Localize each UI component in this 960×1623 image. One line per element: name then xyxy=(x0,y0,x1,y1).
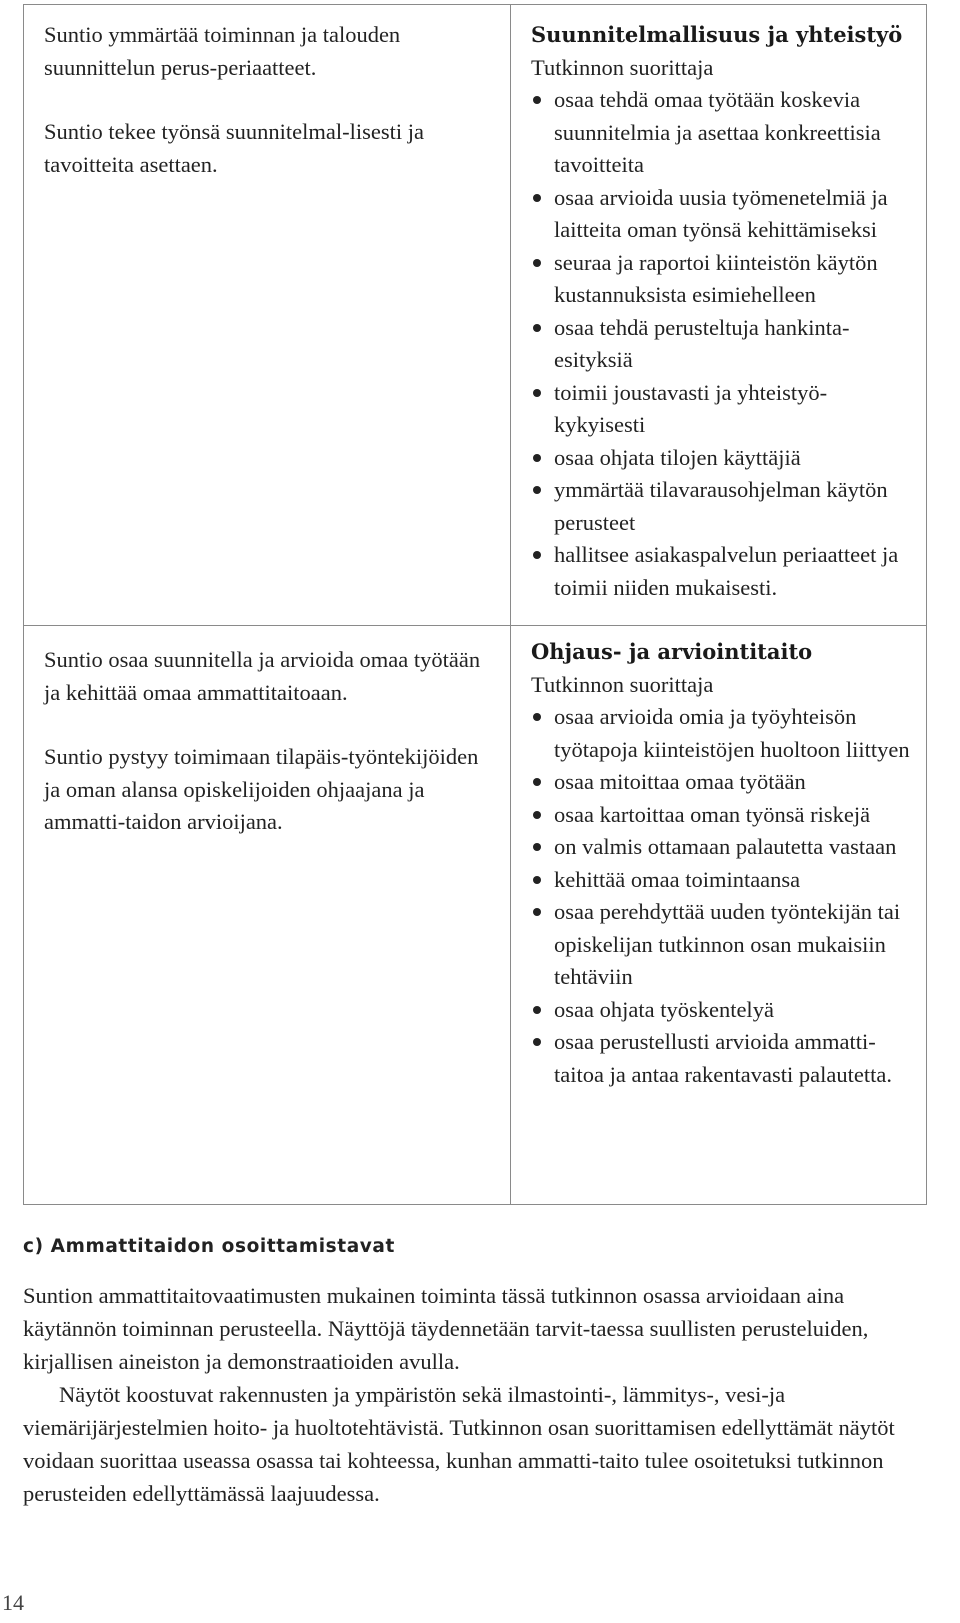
list-item xyxy=(531,994,912,1027)
list-item-text: osaa ohjata tilojen käyttäjiä xyxy=(554,444,801,470)
list-item xyxy=(531,182,912,247)
paragraph: Suntion ammattitaitovaatimusten mukainen toiminta tässä tutkinnon osassa arvioidaan aina käytännön toiminnan perusteella. Näyttöjä täydennetään tarvit-taessa suullisten perusteluiden, kirjallisen aineiston ja demonstraatioiden avulla. xyxy=(23,1283,869,1374)
bullet-icon xyxy=(533,194,541,202)
bullet-icon xyxy=(533,1038,541,1046)
page-number: 14 xyxy=(2,1590,24,1615)
bullet-icon xyxy=(533,324,541,332)
list-item-text: on valmis ottamaan palautetta vastaan xyxy=(554,834,897,859)
bullet-icon xyxy=(533,389,541,397)
list-item-text: kehittää omaa toimintaansa xyxy=(554,866,801,892)
requirement-text: Suntio osaa suunnitella ja arvioida omaa työtään ja kehittää omaa ammattitaitoaan. xyxy=(44,647,481,705)
table-cell-left xyxy=(24,5,511,626)
bullet-icon xyxy=(533,843,541,851)
requirement-text: Suntio pystyy toimimaan tilapäis-työntekijöiden ja oman alansa opiskelijoiden ohjaajana ja ammatti-taidon arvioijana. xyxy=(44,744,479,834)
list-item xyxy=(531,539,912,604)
list-item xyxy=(531,831,912,864)
table-cell-right xyxy=(511,626,927,1205)
paragraph: Näytöt koostuvat rakennusten ja ympäristön sekä ilmastointi-, lämmitys-, vesi-ja viemärijärjestelmien hoito- ja huoltotehtävistä. Tutkinnon osan suorittamisen edellyttämät näytöt voidaan suorittaa useassa osassa tai kohteessa, kunhan ammatti-taito tulee osoitetuksi tutkinnon perusteiden edellyttämässä laajuudessa. xyxy=(23,1382,895,1506)
criteria-title: Suunnitelmallisuus ja yhteistyö xyxy=(531,22,903,47)
list-item-text: toimii joustavasti ja yhteistyö-kykyisesti xyxy=(554,379,828,437)
list-item-text: osaa arvioida omia ja työyhteisön työtapoja kiinteistöjen huoltoon liittyen xyxy=(554,704,910,762)
criteria-subtitle: Tutkinnon suorittaja xyxy=(531,671,714,697)
list-item xyxy=(531,701,912,766)
list-item-text: seuraa ja raportoi kiinteistön käytön kustannuksista esimiehelleen xyxy=(554,249,878,307)
bullet-icon xyxy=(533,259,541,267)
requirement-text: Suntio tekee työnsä suunnitelmal-lisesti ja tavoitteita asettaen. xyxy=(44,119,424,177)
requirement-text: Suntio ymmärtää toiminnan ja talouden suunnittelun perus-periaatteet. xyxy=(44,22,401,80)
bullet-icon xyxy=(533,713,541,721)
list-item-text: osaa tehdä omaa työtään koskevia suunnitelmia ja asettaa konkreettisia tavoitteita xyxy=(554,87,881,177)
list-item xyxy=(531,377,912,442)
bullet-icon xyxy=(533,778,541,786)
bullet-icon xyxy=(533,486,541,494)
bullet-icon xyxy=(533,454,541,462)
section-heading: c) Ammattitaidon osoittamistavat xyxy=(23,1236,395,1257)
list-item-text: hallitsee asiakaspalvelun periaatteet ja toimii niiden mukaisesti. xyxy=(554,542,899,600)
list-item xyxy=(531,864,912,897)
list-item xyxy=(531,247,912,312)
list-item-text: ymmärtää tilavarausohjelman käytön perusteet xyxy=(554,477,888,535)
list-item xyxy=(531,474,912,539)
list-item xyxy=(531,896,912,994)
list-item xyxy=(531,1026,912,1091)
list-item-text: osaa kartoittaa oman työnsä riskejä xyxy=(554,801,871,827)
table-row xyxy=(24,626,927,1205)
list-item-text: osaa arvioida uusia työmenetelmiä ja laitteita oman työnsä kehittämiseksi xyxy=(554,184,888,242)
list-item xyxy=(531,442,912,475)
list-item-text: osaa ohjata työskentelyä xyxy=(554,996,774,1022)
bullet-icon xyxy=(533,876,541,884)
bullet-icon xyxy=(533,551,541,559)
criteria-subtitle: Tutkinnon suorittaja xyxy=(531,54,714,80)
table-row xyxy=(24,5,927,626)
bullet-icon xyxy=(533,96,541,104)
criteria-list xyxy=(531,701,912,1091)
body-text xyxy=(23,1279,933,1510)
list-item-text: osaa mitoittaa omaa työtään xyxy=(554,769,806,794)
list-item-text: osaa perehdyttää uuden työntekijän tai opiskelijan tutkinnon osan mukaisiin tehtäviin xyxy=(554,899,901,989)
list-item xyxy=(531,84,912,182)
table-cell-left xyxy=(24,626,511,1205)
criteria-list xyxy=(531,84,912,604)
bullet-icon xyxy=(533,811,541,819)
table-cell-right xyxy=(511,5,927,626)
bullet-icon xyxy=(533,908,541,916)
list-item xyxy=(531,766,912,799)
competence-table xyxy=(23,4,927,1205)
list-item-text: osaa tehdä perusteltuja hankinta-esityksiä xyxy=(554,314,850,372)
criteria-title: Ohjaus- ja arviointitaito xyxy=(531,639,813,664)
list-item xyxy=(531,799,912,832)
list-item xyxy=(531,312,912,377)
list-item-text: osaa perustellusti arvioida ammatti-taitoa ja antaa rakentavasti palautetta. xyxy=(554,1029,892,1087)
bullet-icon xyxy=(533,1006,541,1014)
